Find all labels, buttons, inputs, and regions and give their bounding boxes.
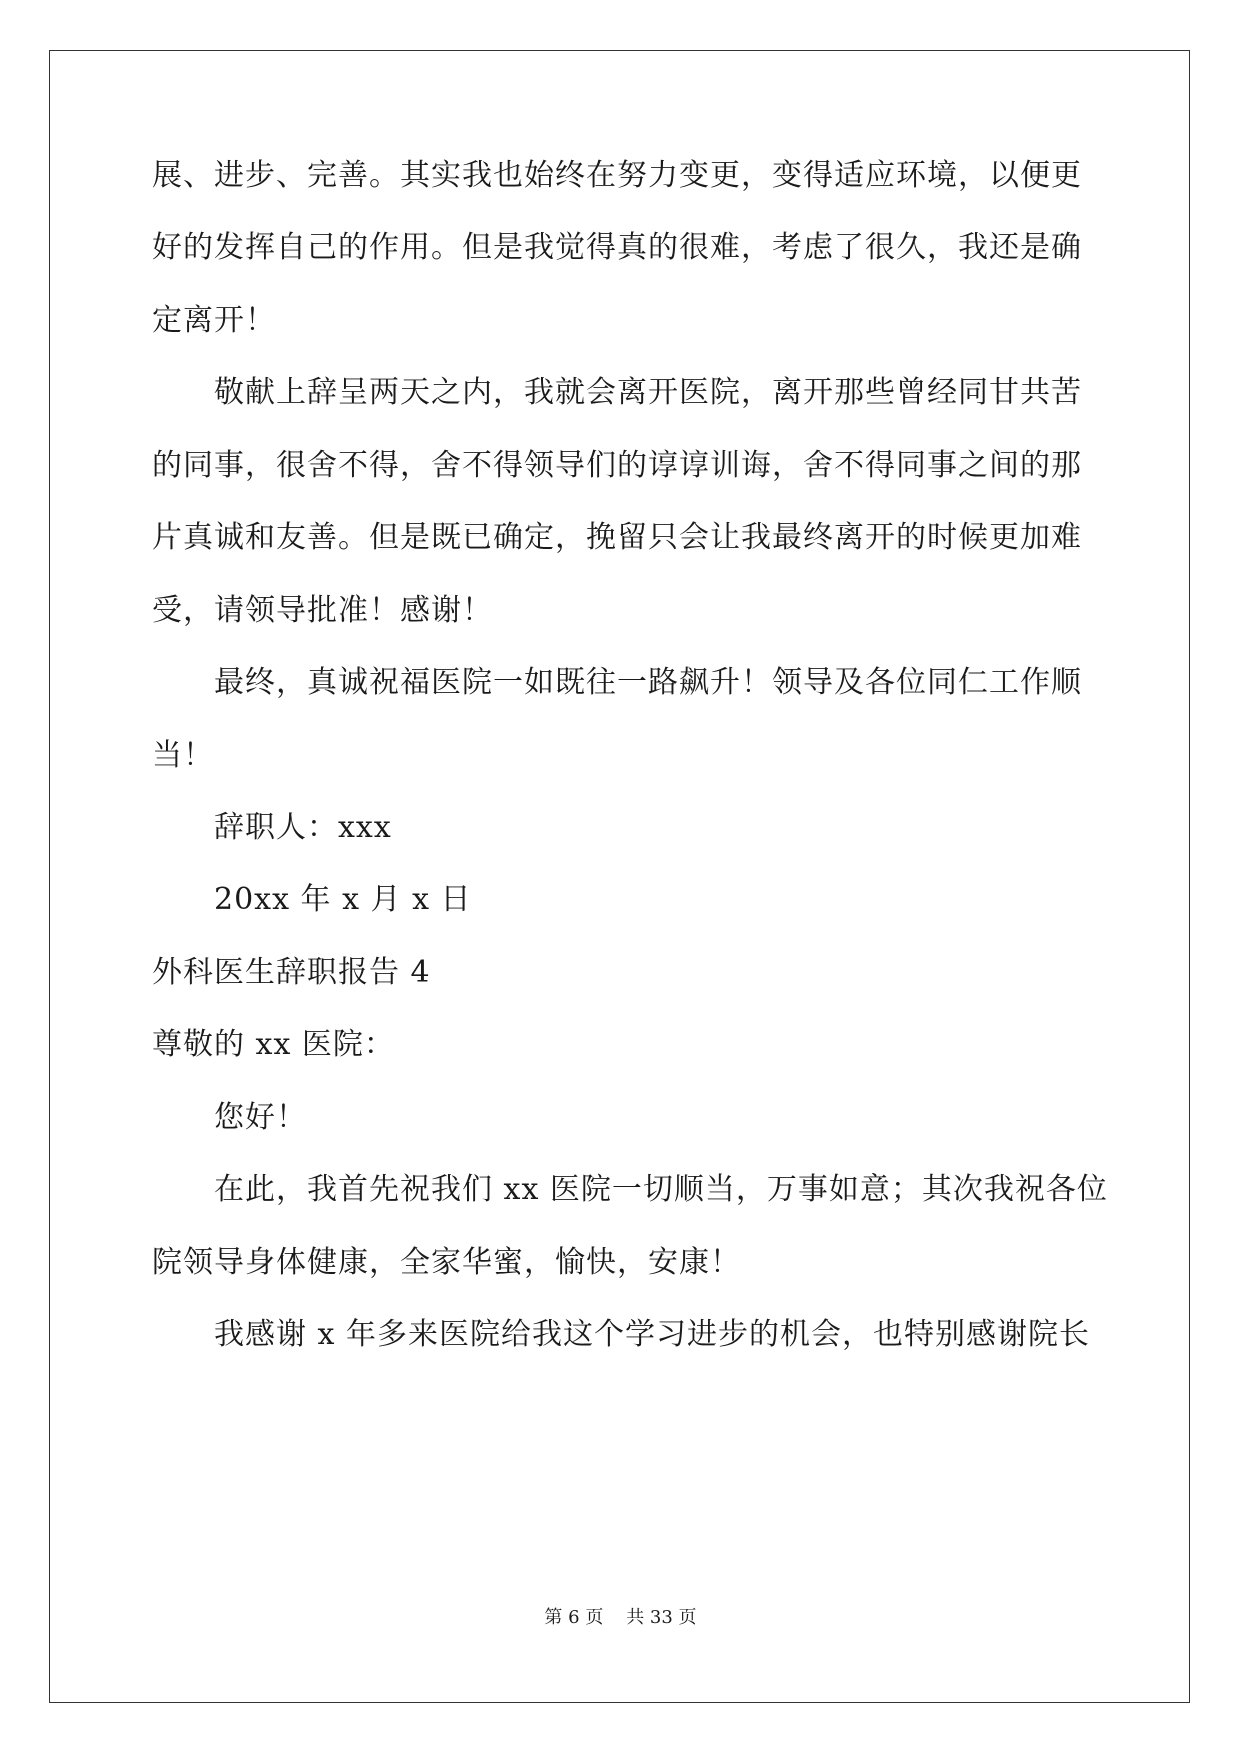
text-line: 好的发挥自己的作用。但是我觉得真的很难，考虑了很久，我还是确 (152, 230, 1082, 265)
paragraph-start: 敬献上辞呈两天之内，我就会离开医院，离开那些曾经同甘共苦 (214, 375, 1082, 410)
salutation: 尊敬的 xx 医院： (152, 1027, 395, 1062)
greeting: 您好！ (214, 1100, 307, 1135)
text-line: 当！ (152, 738, 214, 773)
paragraph-start: 我感谢 x 年多来医院给我这个学习进步的机会，也特别感谢院长 (214, 1317, 1090, 1352)
page-number-footer: 第 6 页 共 33 页 (544, 1607, 697, 1628)
text-line: 院领导身体健康，全家华蜜，愉快，安康！ (152, 1245, 741, 1280)
paragraph-start: 在此，我首先祝我们 xx 医院一切顺当，万事如意；其次我祝各位 (214, 1172, 1108, 1207)
text-line: 定离开！ (152, 303, 276, 338)
section-title: 外科医生辞职报告 4 (152, 955, 431, 990)
signature-line: 辞职人：xxx (214, 810, 392, 845)
text-line: 受，请领导批准！感谢！ (152, 593, 493, 628)
text-line: 展、进步、完善。其实我也始终在努力变更，变得适应环境，以便更 (152, 158, 1082, 193)
paragraph-start: 最终，真诚祝福医院一如既往一路飙升！领导及各位同仁工作顺 (214, 665, 1082, 700)
text-line: 片真诚和友善。但是既已确定，挽留只会让我最终离开的时候更加难 (152, 520, 1082, 555)
text-line: 的同事，很舍不得，舍不得领导们的谆谆训诲，舍不得同事之间的那 (152, 448, 1082, 483)
page-border (49, 50, 1190, 1703)
date-line: 20xx 年 x 月 x 日 (214, 882, 472, 917)
